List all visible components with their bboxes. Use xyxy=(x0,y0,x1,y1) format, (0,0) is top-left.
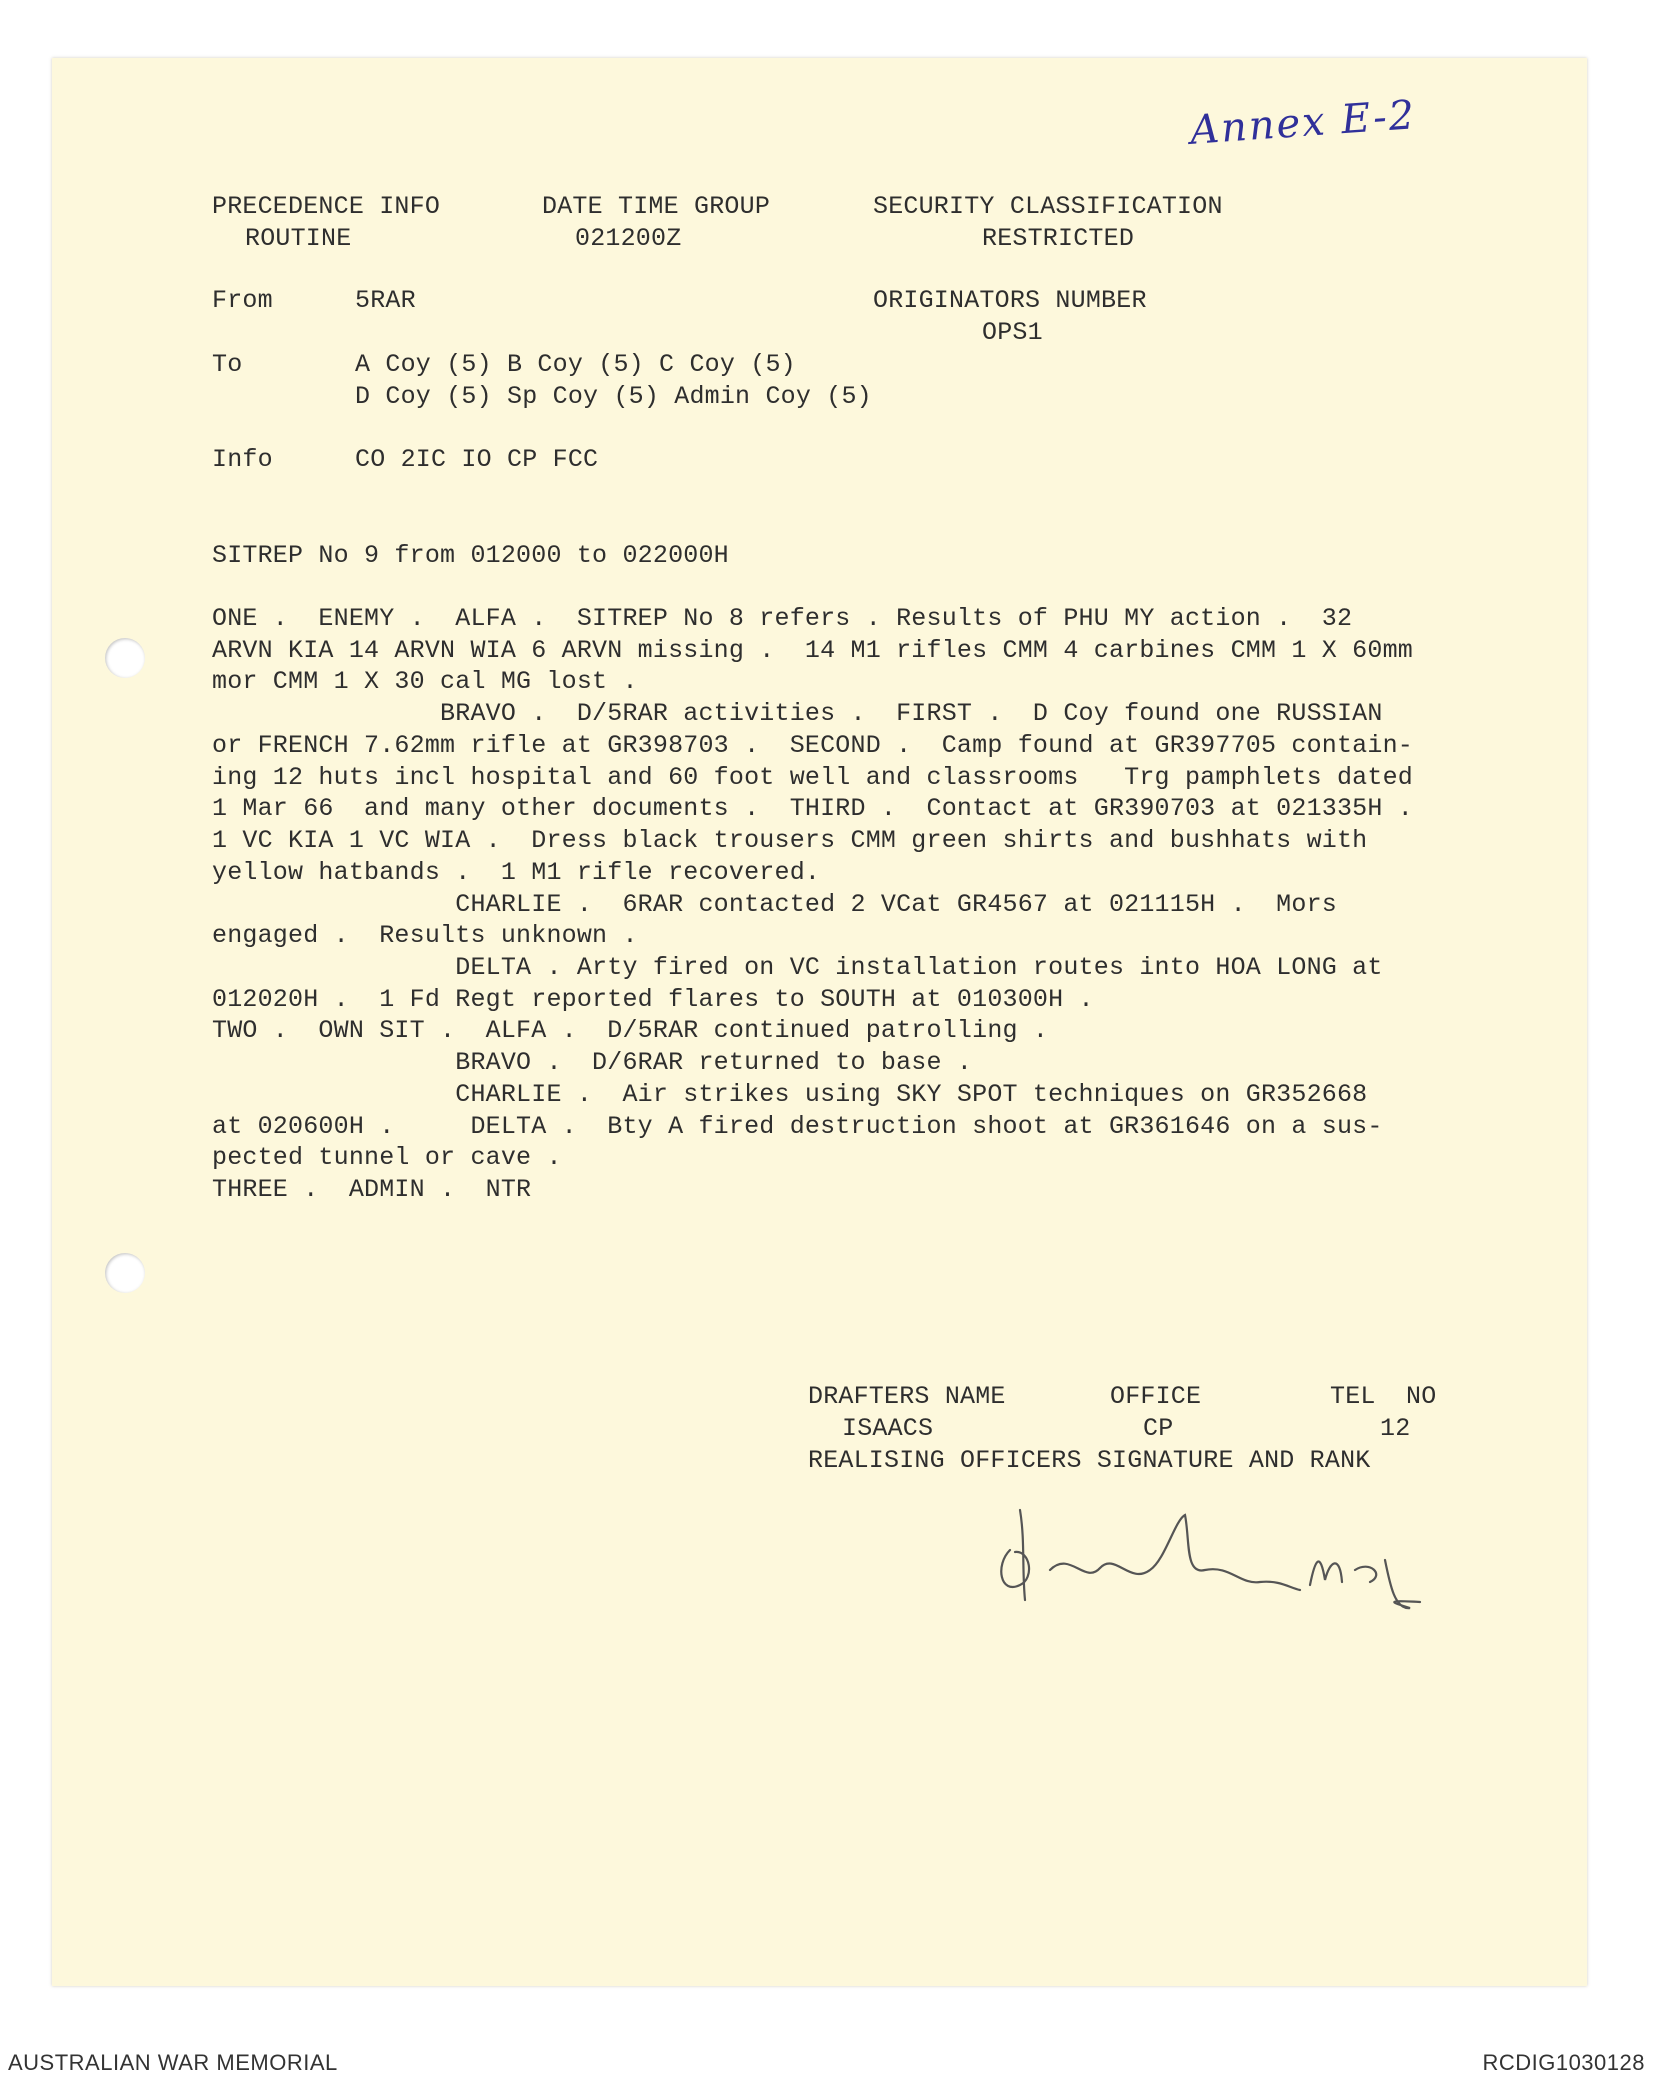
originator-label: ORIGINATORS NUMBER xyxy=(873,286,1147,315)
body-line: CHARLIE . 6RAR contacted 2 VCat GR4567 at 021115H . Mors xyxy=(212,890,1337,919)
originator-value: OPS1 xyxy=(982,318,1043,347)
from-label: From xyxy=(212,286,273,315)
body-line: ONE . ENEMY . ALFA . SITREP No 8 refers . Results of PHU MY action . 32 xyxy=(212,604,1353,633)
body-line: or FRENCH 7.62mm rifle at GR398703 . SECOND . Camp found at GR397705 contain- xyxy=(212,731,1413,760)
precedence-value: ROUTINE xyxy=(245,224,352,253)
body-line: pected tunnel or cave . xyxy=(212,1143,562,1172)
body-line: THREE . ADMIN . NTR xyxy=(212,1175,532,1204)
body-line: TWO . OWN SIT . ALFA . D/5RAR continued patrolling . xyxy=(212,1016,1049,1045)
tel-label: TEL NO xyxy=(1330,1382,1437,1411)
body-line: 1 VC KIA 1 VC WIA . Dress black trousers CMM green shirts and bushhats with xyxy=(212,826,1368,855)
to-line-2: D Coy (5) Sp Coy (5) Admin Coy (5) xyxy=(355,382,872,411)
body-line: engaged . Results unknown . xyxy=(212,921,638,950)
security-label: SECURITY CLASSIFICATION xyxy=(873,192,1223,221)
body-line: BRAVO . D/6RAR returned to base . xyxy=(212,1048,973,1077)
punch-hole-bottom xyxy=(105,1253,145,1293)
handwritten-annex-note: Annex E-2 xyxy=(1188,92,1418,154)
body-line: yellow hatbands . 1 M1 rifle recovered. xyxy=(212,858,821,887)
body-line: at 020600H . DELTA . Bty A fired destruction shoot at GR361646 on a sus- xyxy=(212,1112,1383,1141)
drafters-name-value: ISAACS xyxy=(842,1414,934,1443)
office-value: CP xyxy=(1143,1414,1174,1443)
info-value: CO 2IC IO CP FCC xyxy=(355,445,599,474)
dtg-value: 021200Z xyxy=(575,224,682,253)
to-line-1: A Coy (5) B Coy (5) C Coy (5) xyxy=(355,350,796,379)
dtg-label: DATE TIME GROUP xyxy=(542,192,771,221)
to-label: To xyxy=(212,350,243,379)
sitrep-subject: SITREP No 9 from 012000 to 022000H xyxy=(212,541,729,570)
body-line: 1 Mar 66 and many other documents . THIRD . Contact at GR390703 at 021335H . xyxy=(212,794,1413,823)
body-line: 012020H . 1 Fd Regt reported flares to SOUTH at 010300H . xyxy=(212,985,1094,1014)
body-line: BRAVO . D/5RAR activities . FIRST . D Coy found one RUSSIAN xyxy=(212,699,1383,728)
body-line: ARVN KIA 14 ARVN WIA 6 ARVN missing . 14 M1 rifles CMM 4 carbines CMM 1 X 60mm xyxy=(212,636,1413,665)
office-label: OFFICE xyxy=(1110,1382,1202,1411)
handwritten-signature xyxy=(990,1490,1450,1620)
footer-source: AUSTRALIAN WAR MEMORIAL xyxy=(8,2050,338,2075)
info-label: Info xyxy=(212,445,273,474)
precedence-label: PRECEDENCE INFO xyxy=(212,192,441,221)
releasing-officer-label: REALISING OFFICERS SIGNATURE AND RANK xyxy=(808,1446,1371,1475)
body-line: ing 12 huts incl hospital and 60 foot well and classrooms Trg pamphlets dated xyxy=(212,763,1413,792)
body-line: CHARLIE . Air strikes using SKY SPOT techniques on GR352668 xyxy=(212,1080,1368,1109)
body-line: DELTA . Arty fired on VC installation routes into HOA LONG at xyxy=(212,953,1383,982)
punch-hole-top xyxy=(105,638,145,678)
drafters-name-label: DRAFTERS NAME xyxy=(808,1382,1006,1411)
footer-record-id: RCDIG1030128 xyxy=(1482,2050,1645,2075)
tel-value: 12 xyxy=(1380,1414,1411,1443)
security-value: RESTRICTED xyxy=(982,224,1135,253)
from-value: 5RAR xyxy=(355,286,416,315)
body-line: mor CMM 1 X 30 cal MG lost . xyxy=(212,667,638,696)
